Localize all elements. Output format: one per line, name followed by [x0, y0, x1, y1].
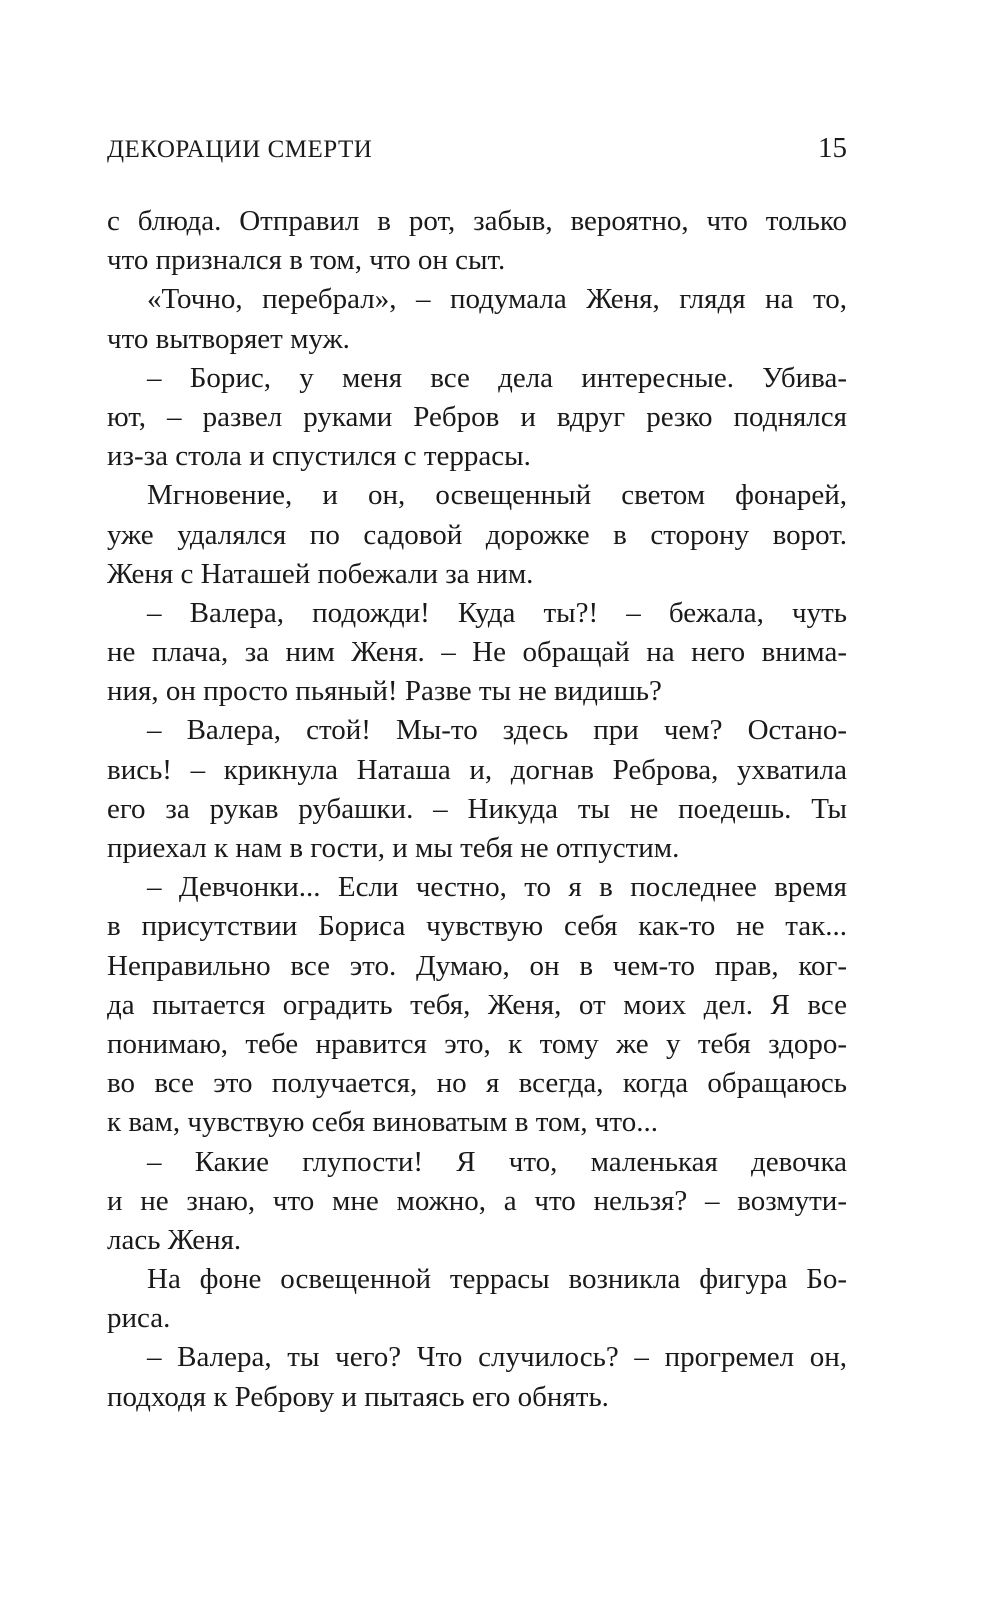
text-line: ния, он просто пьяный! Разве ты не видишь? — [107, 675, 662, 708]
text-line: Неправильно все это. Думаю, он в чем-то прав, ког- — [107, 949, 847, 982]
text-line: подходя к Реброву и пытаясь его обнять. — [107, 1380, 609, 1413]
running-title: ДЕКОРАЦИИ СМЕРТИ — [107, 136, 373, 163]
text-line: и не знаю, что мне можно, а что нельзя? – возмути- — [107, 1184, 847, 1217]
text-line: – Валера, ты чего? Что случилось? – прогремел он, — [147, 1341, 847, 1374]
text-line: понимаю, тебе нравится это, к тому же у тебя здоро- — [107, 1027, 847, 1060]
text-line: к вам, чувствую себя виноватым в том, что... — [107, 1106, 658, 1139]
text-line: «Точно, перебрал», – подумала Женя, глядя на то, — [147, 283, 847, 316]
text-line: лась Женя. — [107, 1223, 242, 1256]
page-number: 15 — [818, 132, 847, 164]
text-line: с блюда. Отправил в рот, забыв, вероятно, что только — [107, 205, 847, 237]
book-page — [107, 128, 847, 1448]
text-line: не плача, за ним Женя. – Не обращай на него внима- — [107, 636, 847, 669]
text-line: уже удалялся по садовой дорожке в сторону ворот. — [107, 518, 847, 551]
text-line: в присутствии Бориса чувствую себя как-то не так... — [107, 910, 847, 943]
text-line: вись! – крикнула Наташа и, догнав Реброва, ухватила — [107, 753, 847, 786]
text-body — [107, 202, 847, 1417]
text-line: Женя с Наташей побежали за ним. — [107, 557, 534, 590]
text-line: из-за стола и спустился с террасы. — [107, 440, 531, 473]
text-line: – Девчонки... Если честно, то я в последнее время — [147, 871, 847, 904]
text-line: На фоне освещенной террасы возникла фигура Бо- — [147, 1263, 847, 1296]
running-head — [107, 132, 847, 176]
text-line: что признался в том, что он сыт. — [107, 244, 506, 277]
text-line: во все это получается, но я всегда, когда обращаюсь — [107, 1067, 847, 1100]
text-line: – Валера, подожди! Куда ты?! – бежала, чуть — [147, 596, 847, 629]
text-line: ют, – развел руками Ребров и вдруг резко поднялся — [107, 400, 847, 433]
text-line: Мгновение, и он, освещенный светом фонарей, — [147, 479, 847, 512]
text-line: – Какие глупости! Я что, маленькая девочка — [147, 1145, 847, 1178]
text-line: – Валера, стой! Мы-то здесь при чем? Остано- — [147, 714, 847, 747]
text-line: что вытворяет муж. — [107, 322, 350, 355]
text-line: – Борис, у меня все дела интересные. Убива- — [147, 361, 847, 394]
text-line: его за рукав рубашки. – Никуда ты не поедешь. Ты — [107, 792, 847, 825]
text-line: да пытается оградить тебя, Женя, от моих дел. Я все — [107, 988, 847, 1021]
text-line: риса. — [107, 1302, 171, 1335]
text-line: приехал к нам в гости, и мы тебя не отпустим. — [107, 832, 680, 864]
